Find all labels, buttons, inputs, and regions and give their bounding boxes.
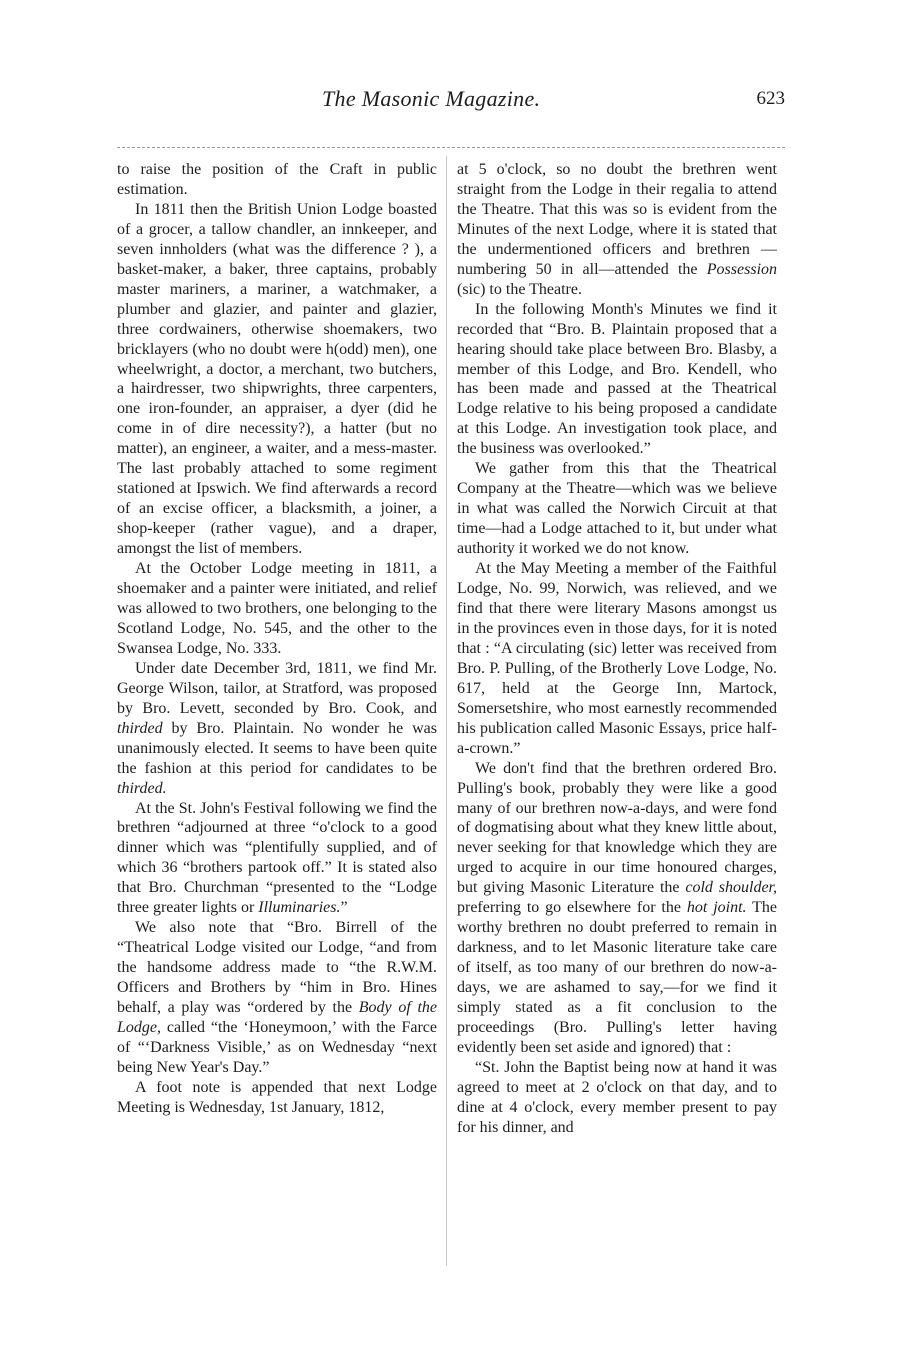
italic-text: hot joint. [686,899,747,917]
paragraph [117,659,437,799]
text-run: (sic) to the Theatre. [457,280,582,298]
paragraph: In the following Month's Minutes we find it recorded that “Bro. B. Plaintain proposed that a hearing should take place between Bro. Blasby, a member of this Lodge, and Bro. Kendell, who has been made and passed at the Theatrical Lodge relative to his being proposed a candidate at this Lodge. An investigation took place, and the business was overlooked.” [457,300,777,458]
paragraph [457,759,777,1058]
paragraph [117,918,437,1078]
text-run: by Bro. Plaintain. No wonder he was unanimously elected. It seems to have been quite the fashion at this period for candidates to be [117,719,438,777]
paragraph: A foot note is appended that next Lodge Meeting is Wednesday, 1st January, 1812, [117,1078,437,1116]
italic-text: thirded. [117,779,167,797]
paragraph: “St. John the Baptist being now at hand it was agreed to meet at 2 o'clock on that day, and to dine at 4 o'clock, every member present to pay for his dinner, and [457,1058,777,1136]
page-header [117,86,785,116]
paragraph: We gather from this that the Theatrical Company at the Theatre—which was we believe in what was called the Norwich Circuit at that time—had a Lodge attached to it, but under what authority it worked we do not know. [457,460,777,558]
paragraph [457,160,777,300]
italic-text: Body of the Lodge, [117,999,438,1036]
text-run: called “the ‘Honeymoon,’ with the Farce of “‘Darkness Visible,’ as on Wednesday “next being New Year's Day.” [117,1018,437,1076]
text-run: preferring to go elsewhere for the [457,899,681,917]
paragraph: In 1811 then the British Union Lodge boasted of a grocer, a tallow chandler, an innkeeper, and seven innholders (what was the difference ? ), a basket-maker, a baker, three captains, probably master mariners, a mariner, a watchmaker, a plumber and glazier, and painter and glazier, three cordwainers, otherwise shoemakers, two bricklayers (who no doubt were h(odd) men), one wheelwright, a doctor, a merchant, two butchers, a hairdresser, two shipwrights, three carpenters, one iron-founder, an appraiser, a dyer (did he come in of dire necessity?), a hatter (but no matter), an engineer, a waiter, and a mess-master. The last probably attached to some regiment stationed at Ipswich. We find afterwards a record of an excise officer, a blacksmith, a joiner, a shop-keeper (rather vague), and a draper, amongst the list of members. [117,200,437,558]
left-column [117,160,437,1118]
text-run: At the St. John's Festival following we find the brethren “adjourned at three “o'clock to a good dinner which was “plentifully supplied, and of which 36 “brothers partook off.” It is stated also that Bro. Churchman “presented to the “Lodge three greater lights or [117,799,437,917]
right-column [457,160,777,1138]
paragraph: to raise the position of the Craft in public estimation. [117,161,437,198]
italic-text: Illuminaries. [258,899,341,917]
italic-text: cold shoulder, [685,879,777,897]
text-run: at 5 o'clock, so no doubt the brethren went straight from the Lodge in their regalia to attend the Theatre. That this was so is evident from the Minutes of the next Lodge, where it is stated that the undermentioned officers and brethren —numbering 50 in all—attended the [457,161,777,278]
column-divider [446,156,447,1266]
italic-text: Possession [706,260,778,278]
running-title: The Masonic Magazine. [322,86,541,111]
text-run: Under date December 3rd, 1811, we find Mr. George Wilson, tailor, at Stratford, was proposed by Bro. Levett, seconded by Bro. Cook, and [117,659,437,717]
page-number: 623 [756,88,785,109]
text-run: We also note that “Bro. Birrell of the “Theatrical Lodge visited our Lodge, “and from the handsome address made to “the R.W.M. Officers and Brothers by “him in Bro. Hines behalf, a play was “ordered by the [117,919,437,1017]
paragraph: At the May Meeting a member of the Faithful Lodge, No. 99, Norwich, was relieved, and we find that there were literary Masons amongst us in the provinces even in those days, for it is noted that : “A circulating (sic) letter was received from Bro. P. Pulling, of the Brotherly Love Lodge, No. 617, held at the George Inn, Martock, Somersetshire, who most earnestly recommended his publication called Masonic Essays, price half-a-crown.” [457,560,777,757]
text-run: ” [340,899,348,917]
text-run: We don't find that the brethren ordered Bro. Pulling's book, probably they were like a good many of our brethren now-a-days, and were fond of dogmatising about what they knew little about, never seeking for that knowledge which they are urged to acquire in our time honoured charges, but giving Masonic Literature the [457,759,777,897]
paragraph: At the October Lodge meeting in 1811, a shoemaker and a painter were initiated, and relief was allowed to two brothers, one belonging to the Scotland Lodge, No. 545, and the other to the Swansea Lodge, No. 333. [117,560,437,657]
italic-text: thirded [117,719,163,737]
paragraph [117,799,437,919]
text-run: The worthy brethren no doubt preferred to remain in darkness, and to let Masonic literature take care of itself, as too many of our brethren do now-a-days, we are ashamed to say,—for we find it simply stated as a fit conclusion to the proceedings (Bro. Pulling's letter having evidently been set aside and ignored) that : [457,899,778,1056]
header-rule [117,147,785,148]
